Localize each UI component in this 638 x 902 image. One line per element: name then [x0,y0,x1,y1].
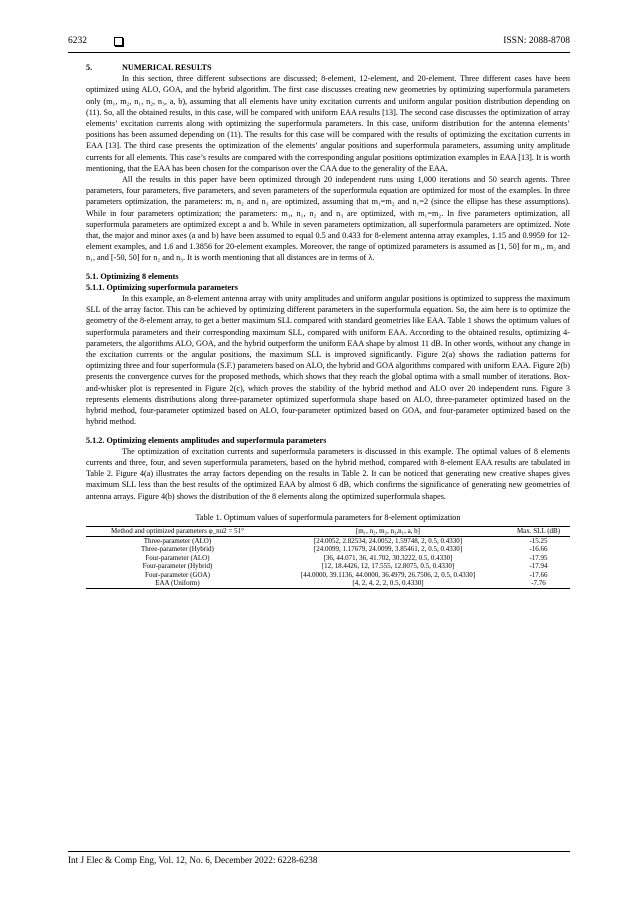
footer-rule [68,851,570,852]
page-number: 6232 [68,36,87,46]
table-row: EAA (Uniform) [4, 2, 4, 2, 2, 0.5, 0.4330] -7.76 [86,579,570,588]
issn: ISSN: 2088-8708 [503,36,570,46]
table-row: Four-parameter (Hybrid) [12, 18.4426, 12, 17.555, 12.8075, 0.5, 0.4330] -17.94 [142,562,548,571]
table-header: Method and optimized parameters φ_nu2 = 51° [86,526,269,536]
subsection-heading-5-1-2: 5.1.2. Optimizing elements amplitudes and superformula parameters [86,435,327,445]
subsection-heading-5-1-1: 5.1.1. Optimizing superformula parameters [86,282,238,292]
checkbox-icon [114,37,123,46]
running-header [68,36,570,50]
paragraph-superformula: In this example, an 8-element antenna array with unity amplitudes and uniform angular positions is optimized to suppress the maximum SLL of the array factor. This can be achieved by optimizing different parameters in the superformula equation. So, the aim here is to optimize the geometry of the 8-element array, to get a better maximum SLL compared with standard geometries like EAA. Table 1 shows the optimum values of superformula parameters and their corresponding maximum SLL, compared with uniform EAA. According to the obtained results, optimizing 4-parameters, the algorithms ALO, GOA, and the hybrid outperform the uniform EAA shape by almost 11 dB. In other words, without any change in the excitation currents or the angular positions, the maximum SLL is improved significantly. Figure 2(a) shows the radiation patterns for optimizing three and four superformula (S.F.) parameters based on ALO, the hybrid and GOA algorithms compared with uniform EAA. Figure 2(b) presents the convergence curves for the proposed methods, which shows that they reach the global optima with a small number of iterations. Box-and-whisker plot is represented in Figure 2(c), which proves the stability of the hybrid method and ALO over 20 independent runs. Figure 3 represents elements distributions along three-parameter optimized superformula shape based on ALO, three-parameter optimized based on the hybrid method, four-parameter optimized based on ALO, four-parameter optimized based on GOA, and four-parameter optimized based on the hybrid method. [86,294,570,427]
table-caption: Table 1. Optimum values of superformula parameters for 8-element optimization [195,512,461,522]
results-table [86,526,570,589]
subsection-heading-5-1: 5.1. Optimizing 8 elements [86,271,179,281]
section-heading: 5. NUMERICAL RESULTS [86,63,212,72]
paragraph-intro: In this section, three different subsections are discussed; 8-element, 12-element, and 20-element. Three different cases have been optimized using ALO, GOA, and the hybrid algorithm. The first case discusses creating new geometries by optimizing superformula parameters only (m₁, m₂, n₁, n₂, n₃, a, b), assuming that all elements have unity excitation currents and uniform angular position distribution depending on (11). So, all the obtained results, in this case, will be compared with uniform EAA results [13]. The second case discusses the optimization of array elements’ excitation currents along with optimizing the superformula parameters. In this case, uniform distribution for the antenna elements’ positions has been assumed depending on (11). The results for this case will be compared with the results of optimizing the excitation currents in EAA [13]. The third case presents the optimization of the elements’ angular positions and superformula parameters, assuming unity amplitude currents for all elements. This case’s results are compared with the corresponding angular positions optimization examples in EAA [13]. It is worth mentioning, that the EAA has been chosen for the comparison over the CAA due to the generality of the EAA. [86,74,570,173]
paragraph-settings: All the results in this paper have been optimized through 20 independent runs using 1,000 iterations and 50 search agents. Three parameters, four parameters, five parameters, and seven parameters of the superformula equation are optimized for most of the examples. In three parameters optimization, the parameters: m, n₂ and n₃ are optimized, assuming that m₁=m₂ and n₁=2 (since the ellipse has these assumptions). While in four parameters optimization; the parameters: m₁, n₁, n₂ and n₃ are optimized, with m₁=m₂. In five parameters optimization, all superformula parameters are optimized except a and b. While in seven parameters optimization, all superformula parameters are optimized. Note that, the major and minor axes (a and b) have been assumed to equal 0.5 and 0.433 for 8-element antenna array examples, 1.15 and 0.9959 for 12-element examples, and 1.6 and 1.3856 for 20-element examples. Moreover, the range of optimized parameters is assumed as [1, 50] for m₁, m₂ and n₁, and [-50, 50] for n₂ and n₃. It is worth mentioning that all distances are in terms of λ. [86,175,570,263]
body-text [86,62,570,589]
footer-citation: Int J Elec & Comp Eng, Vol. 12, No. 6, December 2022: 6228-6238 [68,855,318,865]
paragraph-amplitudes: The optimization of excitation currents and superformula parameters is discussed in this example. The optimal values of 8 elements currents and three, four, and seven superformula parameters, based on the hybrid method, compared with 8-element EAA results are tabulated in Table 2. Figure 4(a) illustrates the array factors depending on the results in Table 2. It can be noticed that generating new creative shapes gives maximum SLL less than the best results of the optimized EAA by almost 6 dB, which confirms the significance of generating new geometries of antenna arrays. Figure 4(b) shows the distribution of the 8 elements along the optimized superformula shapes. [86,446,570,501]
table-row: Four-parameter (ALO) [36, 44.071, 36, 41.702, 30.3222, 0.5, 0.4330] -17.95 [145,553,548,562]
table-header: [m₁, n₂, m₂, n₃,n₁, a, b] [269,526,507,536]
table-header: Max. SLL (dB) [507,526,570,536]
table-row: Four-parameter (GOA) [44.0000, 39.1136, 44.0000, 36.4979, 26.7506, 2, 0.5, 0.4330] -17.66 [144,570,548,579]
table-row: Three-parameter (ALO) [24.0052, 2.82534, 24.0052, 1.59748, 2, 0.5, 0.4330] -15.25 [143,536,548,545]
table-row: Three-parameter (Hybrid) [24.0099, 1.17679, 24.0099, 3.85461, 2, 0.5, 0.4330] -16.66 [141,545,548,554]
header-rule [68,52,570,53]
